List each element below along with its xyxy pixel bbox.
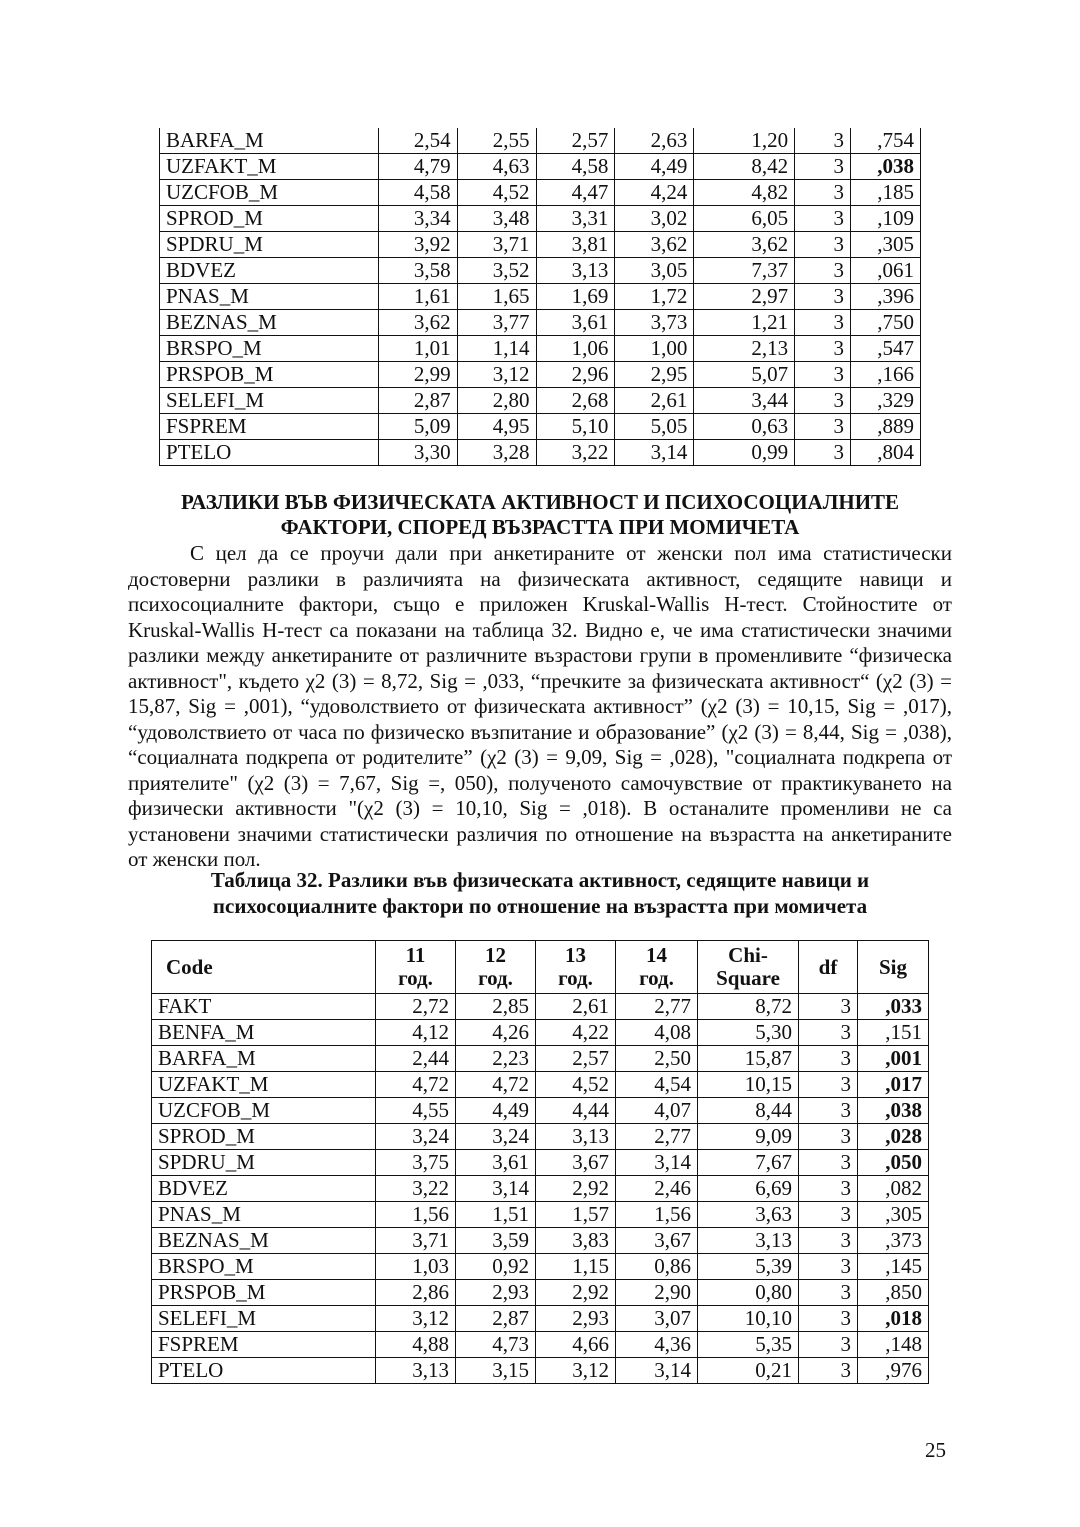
cell-code: UZCFOB_M (152, 1098, 376, 1124)
cell-code: BEZNAS_M (160, 310, 379, 336)
cell-c12: 3,59 (456, 1228, 536, 1254)
cell-df: 3 (799, 1020, 858, 1046)
cell-sig: ,185 (851, 180, 921, 206)
cell-c11: 2,72 (376, 994, 456, 1020)
table-row (160, 154, 921, 180)
cell-sig: ,547 (851, 336, 921, 362)
cell-code: SPROD_M (152, 1124, 376, 1150)
table-row (160, 258, 921, 284)
cell-df: 3 (799, 994, 858, 1020)
cell-code: FSPREM (152, 1332, 376, 1358)
cell-c14: 5,05 (615, 414, 694, 440)
cell-df: 3 (795, 232, 851, 258)
cell-c13: 2,96 (536, 362, 615, 388)
header-chi-square: Chi- Square (698, 941, 799, 994)
cell-sig: ,889 (851, 414, 921, 440)
cell-c13: 1,15 (536, 1254, 616, 1280)
cell-c11: 2,99 (378, 362, 457, 388)
cell-chi: 1,20 (694, 128, 795, 154)
body-paragraph (128, 541, 952, 873)
header-sig: Sig (858, 941, 929, 994)
cell-c11: 4,12 (376, 1020, 456, 1046)
cell-c14: 2,90 (616, 1280, 698, 1306)
cell-code: SPDRU_M (160, 232, 379, 258)
continued-table-body (160, 128, 921, 466)
table-row (152, 1072, 929, 1098)
cell-c14: 0,86 (616, 1254, 698, 1280)
cell-sig: ,329 (851, 388, 921, 414)
cell-sig: ,373 (858, 1228, 929, 1254)
cell-chi: 4,82 (694, 180, 795, 206)
cell-c12: 4,73 (456, 1332, 536, 1358)
cell-chi: 8,72 (698, 994, 799, 1020)
cell-c14: 3,67 (616, 1228, 698, 1254)
cell-c12: 3,14 (456, 1176, 536, 1202)
table-row (160, 388, 921, 414)
cell-c14: 4,08 (616, 1020, 698, 1046)
cell-chi: 9,09 (698, 1124, 799, 1150)
cell-chi: 10,15 (698, 1072, 799, 1098)
cell-sig: ,976 (858, 1358, 929, 1384)
header-code: Code (152, 941, 376, 994)
cell-df: 3 (799, 1176, 858, 1202)
cell-sig: ,017 (858, 1072, 929, 1098)
cell-c11: 4,55 (376, 1098, 456, 1124)
cell-chi: 3,44 (694, 388, 795, 414)
cell-chi: 2,97 (694, 284, 795, 310)
cell-code: SELEFI_M (160, 388, 379, 414)
cell-c12: 3,24 (456, 1124, 536, 1150)
cell-sig: ,305 (851, 232, 921, 258)
cell-chi: 3,63 (698, 1202, 799, 1228)
cell-df: 3 (795, 362, 851, 388)
cell-c12: 3,48 (457, 206, 536, 232)
cell-code: UZCFOB_M (160, 180, 379, 206)
cell-code: PTELO (160, 440, 379, 466)
section-heading-line-2: ФАКТОРИ, СПОРЕД ВЪЗРАСТТА ПРИ МОМИЧЕТА (280, 515, 800, 539)
table-row (160, 310, 921, 336)
cell-code: PTELO (152, 1358, 376, 1384)
cell-c12: 3,12 (457, 362, 536, 388)
cell-chi: 2,13 (694, 336, 795, 362)
cell-df: 3 (799, 1072, 858, 1098)
cell-df: 3 (799, 1046, 858, 1072)
cell-c11: 2,87 (378, 388, 457, 414)
cell-c12: 3,15 (456, 1358, 536, 1384)
cell-df: 3 (799, 1202, 858, 1228)
cell-chi: 15,87 (698, 1046, 799, 1072)
cell-sig: ,050 (858, 1150, 929, 1176)
table-row (152, 1124, 929, 1150)
table-row (152, 1228, 929, 1254)
cell-sig: ,166 (851, 362, 921, 388)
cell-c13: 3,31 (536, 206, 615, 232)
cell-c13: 3,13 (536, 1124, 616, 1150)
cell-c14: 2,63 (615, 128, 694, 154)
cell-df: 3 (795, 128, 851, 154)
cell-c14: 2,77 (616, 994, 698, 1020)
cell-sig: ,082 (858, 1176, 929, 1202)
cell-chi: 5,39 (698, 1254, 799, 1280)
cell-c14: 4,54 (616, 1072, 698, 1098)
cell-sig: ,038 (858, 1098, 929, 1124)
cell-c14: 3,73 (615, 310, 694, 336)
table-row (152, 1098, 929, 1124)
cell-chi: 10,10 (698, 1306, 799, 1332)
cell-c11: 3,22 (376, 1176, 456, 1202)
cell-c13: 2,93 (536, 1306, 616, 1332)
cell-c13: 2,92 (536, 1280, 616, 1306)
cell-code: SPROD_M (160, 206, 379, 232)
cell-df: 3 (795, 336, 851, 362)
cell-sig: ,754 (851, 128, 921, 154)
cell-sig: ,396 (851, 284, 921, 310)
table-caption-line-2: психосоциалните фактори по отношение на възрастта при момичета (212, 894, 868, 918)
cell-code: BDVEZ (160, 258, 379, 284)
cell-c12: 4,63 (457, 154, 536, 180)
cell-c14: 2,95 (615, 362, 694, 388)
cell-df: 3 (795, 258, 851, 284)
cell-c11: 1,61 (378, 284, 457, 310)
table-32 (151, 940, 929, 1384)
cell-c12: 4,52 (457, 180, 536, 206)
cell-c12: 4,49 (456, 1098, 536, 1124)
table-row (152, 1332, 929, 1358)
cell-c13: 3,22 (536, 440, 615, 466)
cell-c12: 4,72 (456, 1072, 536, 1098)
cell-c13: 5,10 (536, 414, 615, 440)
cell-df: 3 (799, 1332, 858, 1358)
cell-sig: ,061 (851, 258, 921, 284)
cell-c11: 1,01 (378, 336, 457, 362)
cell-df: 3 (799, 1306, 858, 1332)
cell-sig: ,038 (851, 154, 921, 180)
cell-c14: 3,14 (615, 440, 694, 466)
table-row (152, 1176, 929, 1202)
cell-df: 3 (799, 1280, 858, 1306)
cell-c12: 1,65 (457, 284, 536, 310)
cell-c14: 3,07 (616, 1306, 698, 1332)
cell-df: 3 (795, 388, 851, 414)
cell-c12: 0,92 (456, 1254, 536, 1280)
table-row (152, 1020, 929, 1046)
cell-c11: 4,79 (378, 154, 457, 180)
cell-df: 3 (795, 440, 851, 466)
table-row (160, 284, 921, 310)
cell-code: BRSPO_M (160, 336, 379, 362)
table-32-body (152, 994, 929, 1384)
cell-c14: 3,05 (615, 258, 694, 284)
cell-c13: 1,57 (536, 1202, 616, 1228)
cell-c14: 1,56 (616, 1202, 698, 1228)
cell-c13: 4,44 (536, 1098, 616, 1124)
cell-c14: 2,77 (616, 1124, 698, 1150)
cell-df: 3 (795, 414, 851, 440)
cell-c12: 1,14 (457, 336, 536, 362)
cell-df: 3 (799, 1254, 858, 1280)
cell-c12: 2,85 (456, 994, 536, 1020)
cell-c11: 1,56 (376, 1202, 456, 1228)
cell-sig: ,109 (851, 206, 921, 232)
cell-code: BARFA_M (152, 1046, 376, 1072)
cell-c14: 2,46 (616, 1176, 698, 1202)
table-row (160, 232, 921, 258)
cell-code: BDVEZ (152, 1176, 376, 1202)
cell-c12: 3,61 (456, 1150, 536, 1176)
cell-chi: 5,35 (698, 1332, 799, 1358)
cell-c14: 3,14 (616, 1150, 698, 1176)
cell-chi: 1,21 (694, 310, 795, 336)
cell-c14: 3,62 (615, 232, 694, 258)
cell-c13: 3,61 (536, 310, 615, 336)
cell-c11: 3,92 (378, 232, 457, 258)
table-row (160, 180, 921, 206)
cell-sig: ,028 (858, 1124, 929, 1150)
table-row (152, 1358, 929, 1384)
cell-chi: 8,42 (694, 154, 795, 180)
cell-df: 3 (799, 1150, 858, 1176)
table-row (152, 1150, 929, 1176)
table-row (152, 994, 929, 1020)
table-row (160, 206, 921, 232)
cell-code: FAKT (152, 994, 376, 1020)
cell-c13: 3,12 (536, 1358, 616, 1384)
cell-c12: 2,80 (457, 388, 536, 414)
cell-c14: 4,49 (615, 154, 694, 180)
cell-df: 3 (795, 310, 851, 336)
cell-c13: 4,47 (536, 180, 615, 206)
cell-c13: 3,83 (536, 1228, 616, 1254)
cell-chi: 0,80 (698, 1280, 799, 1306)
continued-results-table (159, 128, 921, 466)
cell-c13: 4,66 (536, 1332, 616, 1358)
cell-c14: 1,72 (615, 284, 694, 310)
section-heading-line-1: РАЗЛИКИ ВЪВ ФИЗИЧЕСКАТА АКТИВНОСТ И ПСИХОСОЦИАЛНИТЕ (180, 490, 900, 514)
cell-sig: ,850 (858, 1280, 929, 1306)
cell-code: UZFAKT_M (160, 154, 379, 180)
cell-code: BARFA_M (160, 128, 379, 154)
cell-c11: 4,72 (376, 1072, 456, 1098)
cell-sig: ,750 (851, 310, 921, 336)
cell-c13: 2,61 (536, 994, 616, 1020)
cell-sig: ,145 (858, 1254, 929, 1280)
cell-c11: 3,62 (378, 310, 457, 336)
cell-c13: 2,57 (536, 128, 615, 154)
cell-df: 3 (795, 284, 851, 310)
cell-chi: 0,99 (694, 440, 795, 466)
cell-c12: 2,23 (456, 1046, 536, 1072)
cell-sig: ,018 (858, 1306, 929, 1332)
cell-chi: 3,13 (698, 1228, 799, 1254)
cell-df: 3 (799, 1228, 858, 1254)
cell-sig: ,148 (858, 1332, 929, 1358)
cell-c14: 4,07 (616, 1098, 698, 1124)
cell-code: FSPREM (160, 414, 379, 440)
table-row (160, 414, 921, 440)
cell-chi: 0,63 (694, 414, 795, 440)
cell-c12: 4,95 (457, 414, 536, 440)
table-caption-line-1: Таблица 32. Разлики във физическата активност, седящите навици и (210, 868, 870, 892)
cell-c11: 2,86 (376, 1280, 456, 1306)
cell-c12: 2,55 (457, 128, 536, 154)
cell-c11: 3,12 (376, 1306, 456, 1332)
cell-c11: 3,75 (376, 1150, 456, 1176)
cell-sig: ,804 (851, 440, 921, 466)
cell-sig: ,001 (858, 1046, 929, 1072)
cell-c12: 3,77 (457, 310, 536, 336)
cell-code: PNAS_M (160, 284, 379, 310)
cell-c14: 3,02 (615, 206, 694, 232)
cell-c11: 4,58 (378, 180, 457, 206)
body-paragraph-text: С цел да се проучи дали при анкетираните от женски пол има статистически достоверни разлики в различията на физическата активност, седящите навици и психосоциалните фактори, също е приложен Kruskal-Wallis H-тест. Стойностите от Kruskal-Wallis H-тест са показани на таблица 32. Видно е, че има статистически значими разлики между анкетираните от различните възрастови групи в променливите “физическа активност", където χ2 (3) = 8,72, Sig = ,033, “пречките за физическата активност“ (χ2 (3) = 15,87, Sig = ,001), “удоволствието от физическата активност” (χ2 (3) = 10,15, Sig = ,017), “удоволствието от часа по физическо възпитание и образование” (χ2 (3) = 8,44, Sig = ,038), “социалната подкрепа от родителите” (χ2 (3) = 9,09, Sig = ,028), "социалната подкрепа от приятелите" (χ2 (3) = 7,67, Sig =, 050), полученото самочувствие от практикуването на физически активности "(χ2 (3) = 10,10, Sig = ,018). В останалите променливи не са установени значими статистически различия по отношение на възрастта на анкетираните от женски пол. (128, 541, 952, 871)
table-row (152, 1306, 929, 1332)
cell-c11: 3,58 (378, 258, 457, 284)
table-32-header (152, 941, 929, 994)
cell-c11: 3,24 (376, 1124, 456, 1150)
cell-c13: 4,22 (536, 1020, 616, 1046)
cell-c13: 1,69 (536, 284, 615, 310)
cell-chi: 6,69 (698, 1176, 799, 1202)
cell-df: 3 (795, 154, 851, 180)
cell-c12: 3,28 (457, 440, 536, 466)
table-row (152, 1280, 929, 1306)
cell-c14: 4,24 (615, 180, 694, 206)
cell-c14: 1,00 (615, 336, 694, 362)
header-age-14: 14 год. (616, 941, 698, 994)
cell-c12: 2,87 (456, 1306, 536, 1332)
cell-c13: 3,81 (536, 232, 615, 258)
cell-chi: 0,21 (698, 1358, 799, 1384)
table-row (160, 336, 921, 362)
cell-chi: 3,62 (694, 232, 795, 258)
cell-df: 3 (799, 1098, 858, 1124)
cell-c11: 2,44 (376, 1046, 456, 1072)
cell-c11: 5,09 (378, 414, 457, 440)
cell-code: PRSPOB_M (160, 362, 379, 388)
cell-c11: 3,30 (378, 440, 457, 466)
cell-c13: 1,06 (536, 336, 615, 362)
cell-chi: 6,05 (694, 206, 795, 232)
cell-c12: 3,71 (457, 232, 536, 258)
cell-code: SELEFI_M (152, 1306, 376, 1332)
cell-c14: 2,61 (615, 388, 694, 414)
cell-chi: 7,37 (694, 258, 795, 284)
header-df: df (799, 941, 858, 994)
cell-c12: 3,52 (457, 258, 536, 284)
cell-code: UZFAKT_M (152, 1072, 376, 1098)
cell-chi: 5,30 (698, 1020, 799, 1046)
cell-c11: 3,34 (378, 206, 457, 232)
cell-c12: 1,51 (456, 1202, 536, 1228)
table-row (160, 128, 921, 154)
cell-c13: 3,67 (536, 1150, 616, 1176)
page-number: 25 (925, 1438, 946, 1462)
cell-df: 3 (795, 206, 851, 232)
cell-chi: 7,67 (698, 1150, 799, 1176)
cell-c14: 3,14 (616, 1358, 698, 1384)
table-row (160, 440, 921, 466)
cell-c13: 4,58 (536, 154, 615, 180)
cell-df: 3 (799, 1358, 858, 1384)
cell-df: 3 (795, 180, 851, 206)
cell-c13: 2,57 (536, 1046, 616, 1072)
cell-df: 3 (799, 1124, 858, 1150)
cell-c13: 4,52 (536, 1072, 616, 1098)
header-age-12: 12 год. (456, 941, 536, 994)
cell-code: PNAS_M (152, 1202, 376, 1228)
cell-chi: 5,07 (694, 362, 795, 388)
cell-c11: 3,71 (376, 1228, 456, 1254)
cell-c11: 2,54 (378, 128, 457, 154)
cell-c11: 4,88 (376, 1332, 456, 1358)
cell-code: BENFA_M (152, 1020, 376, 1046)
cell-c14: 4,36 (616, 1332, 698, 1358)
cell-sig: ,151 (858, 1020, 929, 1046)
cell-c12: 4,26 (456, 1020, 536, 1046)
cell-c13: 2,92 (536, 1176, 616, 1202)
table-row (152, 1202, 929, 1228)
cell-code: SPDRU_M (152, 1150, 376, 1176)
cell-c11: 1,03 (376, 1254, 456, 1280)
cell-c12: 2,93 (456, 1280, 536, 1306)
cell-sig: ,033 (858, 994, 929, 1020)
cell-c13: 3,13 (536, 258, 615, 284)
table-row (152, 1254, 929, 1280)
cell-c11: 3,13 (376, 1358, 456, 1384)
table-row (160, 362, 921, 388)
cell-code: BEZNAS_M (152, 1228, 376, 1254)
cell-code: BRSPO_M (152, 1254, 376, 1280)
header-age-11: 11 год. (376, 941, 456, 994)
cell-sig: ,305 (858, 1202, 929, 1228)
cell-c14: 2,50 (616, 1046, 698, 1072)
cell-chi: 8,44 (698, 1098, 799, 1124)
table-row (152, 1046, 929, 1072)
header-age-13: 13 год. (536, 941, 616, 994)
section-heading (128, 490, 952, 540)
table-caption (128, 867, 952, 919)
cell-code: PRSPOB_M (152, 1280, 376, 1306)
cell-c13: 2,68 (536, 388, 615, 414)
